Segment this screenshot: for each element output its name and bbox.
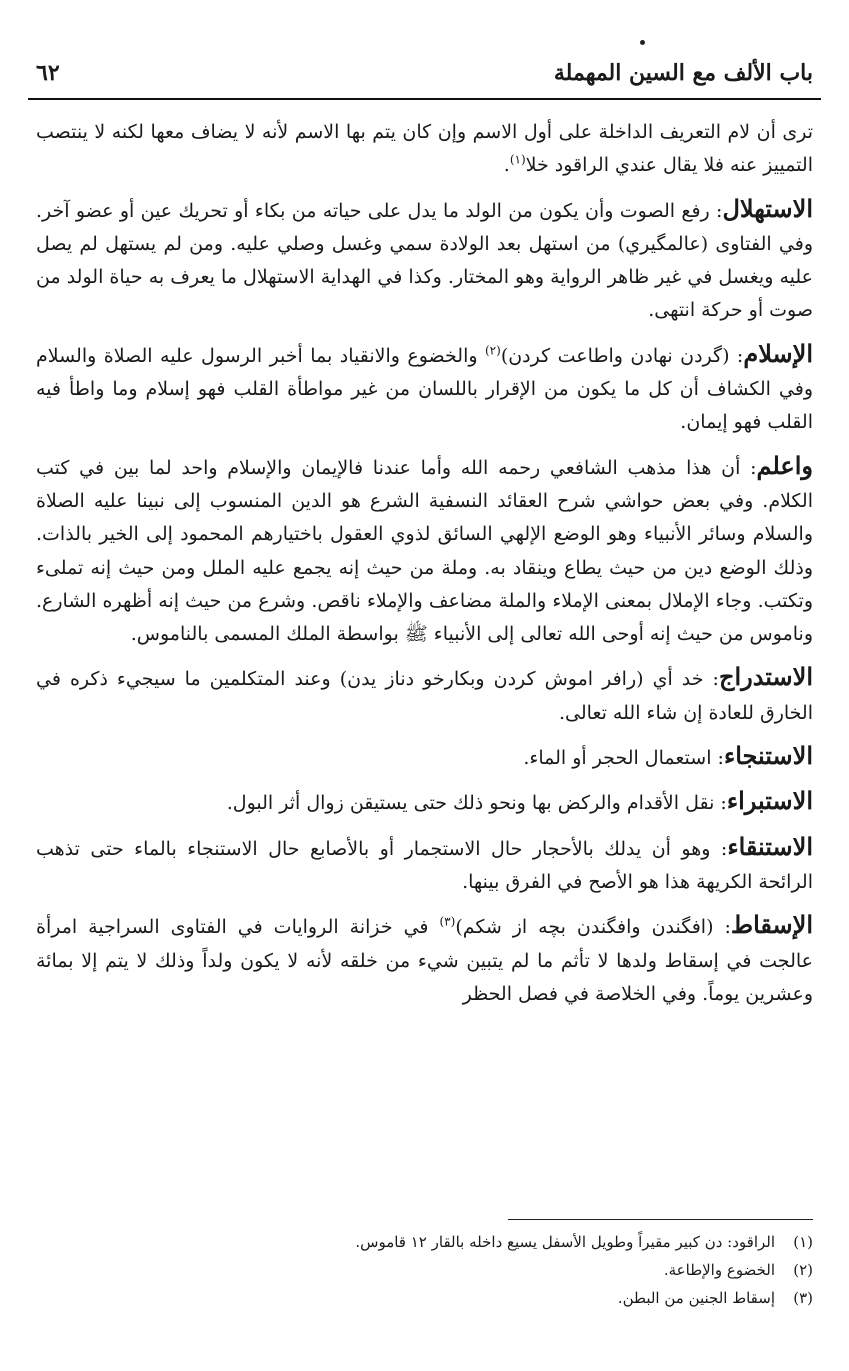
footnote-text: إسقاط الجنين من البطن. [617,1289,775,1307]
footnote-ref: (٣) [439,914,456,929]
footnote-number: (١) [793,1233,813,1251]
term-separator: : [740,456,757,479]
footnote [213,1256,813,1284]
entry-paragraph [36,830,813,900]
footnote-ref: (١) [509,152,526,167]
entry-definition: خد أي (رافر اموش كردن وبكارخو دناز يدن) وعند المتكلمين ما سيجيء ذكره في الخارق للعادة إن شاء الله تعالى. [36,668,813,724]
term-separator: : [703,668,719,691]
term-separator: : [714,792,727,815]
running-header [28,58,821,100]
paragraph-tail: . [503,154,510,177]
footnote-divider [508,1219,813,1220]
footnote [213,1228,813,1256]
paragraph-text: ترى أن لام التعريف الداخلة على أول الاسم وإن كان يتم بها الاسم لأنه لا يضاف معها لكنه لا ينتصب التمييز عنه فلا يقال عندي الراقود خلا [36,121,813,177]
print-mark [640,40,645,45]
footnote [213,1284,813,1312]
footnotes [213,1228,813,1312]
entry-paragraph [36,192,813,328]
footnote-number: (٣) [793,1289,813,1307]
entry-term: الإسقاط [730,910,814,940]
entry-paragraph [36,739,813,775]
paragraph [36,116,813,183]
term-separator: : [709,199,723,222]
chapter-title: باب الألف مع السين المهملة [553,60,813,86]
term-separator: : [710,837,728,860]
entry-definition: (گردن نهادن واطاعت كردن) [500,344,730,367]
main-text [36,116,813,1020]
entry-term: واعلم [756,450,813,480]
entry-paragraph [36,337,813,440]
entry-paragraph [36,784,813,820]
term-separator: : [713,916,731,939]
entry-definition: رفع الصوت وأن يكون من الولد ما يدل على حياته من بكاء أو تحريك عين أو عضو آخر. وفي الفتاوى (عالمگيري) من استهل بعد الولادة سمي وغسل وصلي عليه. ومن لم يستهل لم يصل عليه ويغسل في غير ظاهر الرواية وهو المختار. وكذا في الهداية الاستهلال ما يعرف به حياة الولد من صوت أو حركة انتهى. [36,199,813,322]
entry-definition: (افگندن وافگندن بچه از شكم) [455,916,714,939]
entry-term: الاستدراج [718,662,814,692]
entry-definition: وهو أن يدلك بالأحجار حال الاستجمار أو بالأصابع حال الاستنجاء بالماء حتى تذهب الرائحة الكريهة هذا هو الأصح في الفرق بينها. [36,837,813,893]
page-number: ٦٢ [36,60,60,86]
entry-paragraph [36,660,813,730]
entry-term: الاستبراء [726,786,813,816]
term-separator: : [711,747,724,770]
entry-term: الإسلام [743,338,813,368]
entry-term: الاستنجاء [723,741,813,771]
footnote-number: (٢) [793,1261,813,1279]
entry-paragraph [36,449,813,652]
entry-definition: استعمال الحجر أو الماء. [523,747,712,770]
entry-term: الاستنقاء [727,831,813,861]
footnote-text: الراقود: دن كبير مقيراً وطويل الأسفل يسيع داخله بالقار ١٢ قاموس. [355,1233,775,1251]
footnote-text: الخضوع والإطاعة. [663,1261,775,1279]
entry-definition: نقل الأقدام والركض بها ونحو ذلك حتى يستيقن زوال أثر البول. [226,792,715,815]
term-separator: : [729,344,744,367]
entry-paragraph [36,908,813,1011]
entry-definition-tail: والخضوع والانقياد بما أخبر الرسول عليه الصلاة والسلام وفي الكشاف أن كل ما يكون من الإقرار باللسان من غير مواطأة القلب فهو إسلام وما واطأ فيه القلب فهو إيمان. [36,344,813,434]
entry-definition-tail: في خزانة الروايات في الفتاوى السراجية امرأة عالجت في إسقاط ولدها لا تأثم ما لم يتبين شيء من خلقه لأنه لا يكون ولداً وذلك لا يتم إلا بمائة وعشرين يوماً. وفي الخلاصة في فصل الحظر [36,916,813,1005]
footnote-ref: (٢) [484,343,501,358]
entry-definition: أن هذا مذهب الشافعي رحمه الله وأما عندنا فالإيمان والإسلام واحد لما بين في كتب الكلام. وفي بعض حواشي شرح العقائد النسفية الشرع هو الدين المنسوب إلى نبينا عليه الصلاة والسلام وسائر الأنبياء وهو الوضع الإلهي السائق لذوي العقول باختيارهم المحمود إلى الخير بالذات. وذلك الوضع دين من حيث يطاع وينقاد به. وملة من حيث إنه يجمع عليه الملل ومن حيث إنه تملىء وتكتب. وجاء الإملال بمعنى الإملاء والملة مضاعف والإملاء ناقص. وشرع من حيث إنه أظهره الشارع. وناموس من حيث إنه أوحى الله تعالى إلى الأنبياء ﷺ بواسطة الملك المسمى بالناموس. [36,456,813,646]
entry-term: الاستهلال [722,193,813,223]
